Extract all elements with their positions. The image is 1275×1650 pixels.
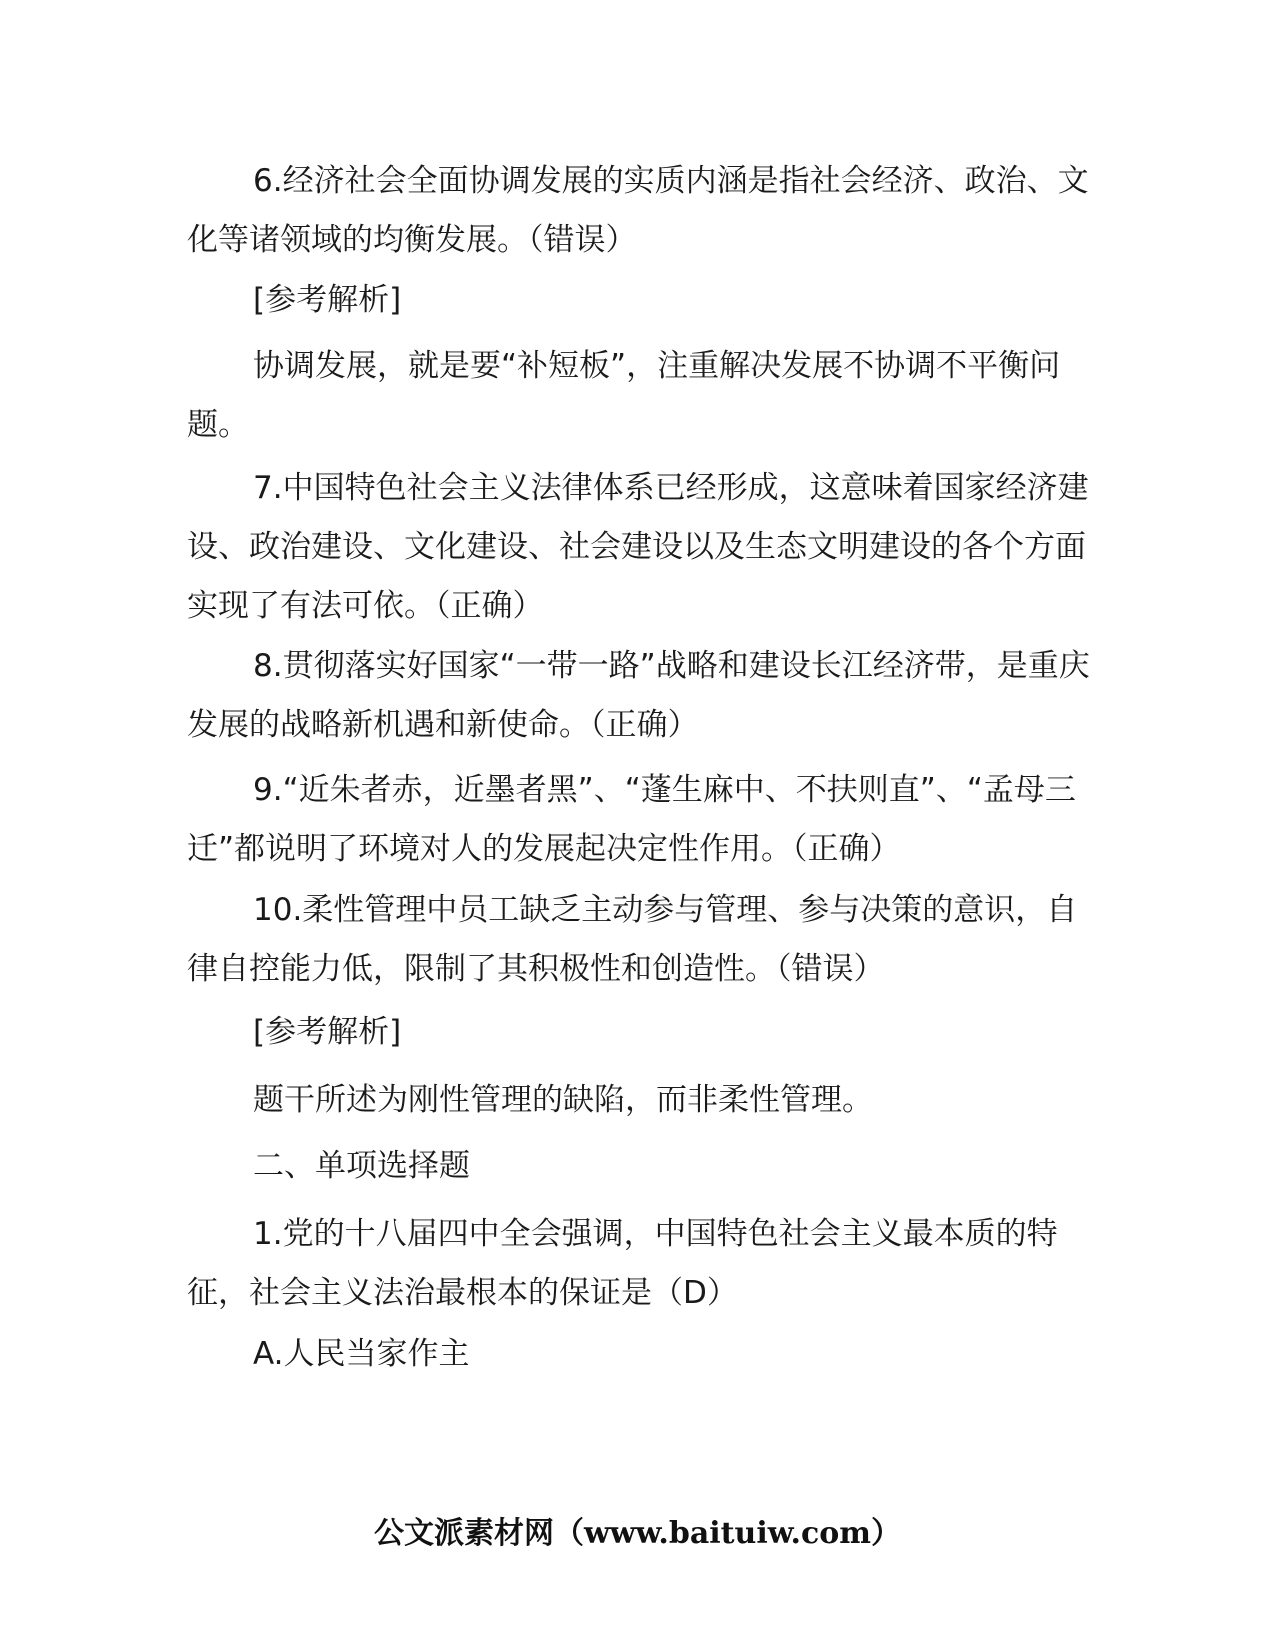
question-7: 7.中国特色社会主义法律体系已经形成，这意味着国家经济建设、政治建设、文化建设、社会建设以及生态文明建设的各个方面实现了有法可依。（正确）: [187, 470, 1089, 624]
analysis-heading: [参考解析]: [253, 282, 402, 318]
section-heading: 二、单项选择题: [253, 1148, 470, 1184]
analysis-text: 题干所述为刚性管理的缺陷，而非柔性管理。: [253, 1082, 873, 1118]
footer-watermark: 公文派素材网（www.baituiw.com）: [373, 1516, 902, 1551]
question-8: 8.贯彻落实好国家“一带一路”战略和建设长江经济带，是重庆发展的战略新机遇和新使命。（正确）: [187, 648, 1090, 743]
analysis-text: 协调发展，就是要“补短板”，注重解决发展不协调不平衡问题。: [187, 348, 1061, 443]
question-10: 10.柔性管理中员工缺乏主动参与管理、参与决策的意识，自律自控能力低，限制了其积极性和创造性。（错误）: [187, 892, 1078, 987]
question-9: 9.“近朱者赤，近墨者黑”、“蓬生麻中、不扶则直”、“孟母三迁”都说明了环境对人的发展起决定性作用。（正确）: [187, 772, 1076, 867]
question-6: 6.经济社会全面协调发展的实质内涵是指社会经济、政治、文化等诸领域的均衡发展。（错误）: [187, 163, 1089, 258]
choice-question-1: 1.党的十八届四中全会强调，中国特色社会主义最本质的特征，社会主义法治最根本的保证是（D）: [187, 1216, 1058, 1311]
choice-option-a: A.人民当家作主: [253, 1336, 470, 1372]
analysis-heading: [参考解析]: [253, 1014, 402, 1050]
